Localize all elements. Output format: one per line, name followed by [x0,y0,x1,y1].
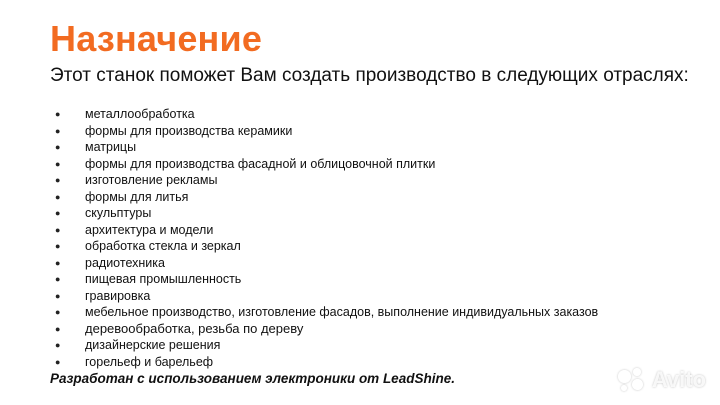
page-subtitle: Этот станок поможет Вам создать производство в следующих отраслях: [50,65,689,86]
list-item [55,123,598,140]
bullet-icon: ● [55,307,61,317]
list-item-text: обработка стекла и зеркал [85,239,241,253]
list-item [55,337,598,354]
bullet-icon: ● [55,109,61,119]
list-item [55,222,598,239]
list-item [55,238,598,255]
list-item-text: формы для производства фасадной и облицовочной плитки [85,156,436,171]
avito-logo-icon [618,368,646,392]
bullet-icon: ● [55,340,61,350]
list-item-text: формы для литья [85,189,189,204]
bullet-icon: ● [55,257,61,268]
list-item [55,205,598,222]
industries-list [55,106,598,370]
bullet-icon: ● [55,290,61,301]
bullet-icon: ● [55,323,61,334]
avito-watermark-text: Avito [651,367,706,392]
list-item-text: гравировка [85,288,151,303]
bullet-icon: ● [55,241,61,251]
bullet-icon: ● [55,274,61,284]
list-item-text: деревообработка, резьба по дереву [85,320,304,336]
list-item [55,255,598,272]
list-item-text: архитектура и модели [85,222,214,237]
bullet-icon: ● [55,142,61,152]
list-item-text: горельеф и барельеф [85,354,214,369]
list-item-text: металлообработка [85,107,195,121]
list-item [55,106,598,123]
list-item [55,288,598,305]
bullet-icon: ● [55,224,61,235]
list-item [55,271,598,288]
bullet-icon: ● [55,208,61,218]
bullet-icon: ● [55,158,61,169]
bullet-icon: ● [55,356,61,367]
list-item [55,139,598,156]
list-item-text: матрицы [85,140,137,154]
page-title: Назначение [50,18,263,59]
footer-note: Разработан с использованием электроники от LeadShine. [50,371,455,386]
list-item-text: дизайнерские решения [85,338,221,352]
list-item [55,189,598,206]
list-item-text: формы для производства керамики [85,123,293,138]
list-item-text: пищевая промышленность [85,272,242,286]
list-item [55,354,598,371]
bullet-icon: ● [55,175,61,185]
avito-watermark [618,367,706,393]
list-item [55,156,598,173]
bullet-icon: ● [55,125,61,136]
list-item-text: радиотехника [85,255,165,270]
list-item [55,304,598,321]
list-item [55,321,598,338]
list-item-text: скульптуры [85,206,152,220]
list-item-text: изготовление рекламы [85,173,218,187]
list-item-text: мебельное производство, изготовление фасадов, выполнение индивидуальных заказов [85,305,599,319]
bullet-icon: ● [55,191,61,202]
list-item [55,172,598,189]
